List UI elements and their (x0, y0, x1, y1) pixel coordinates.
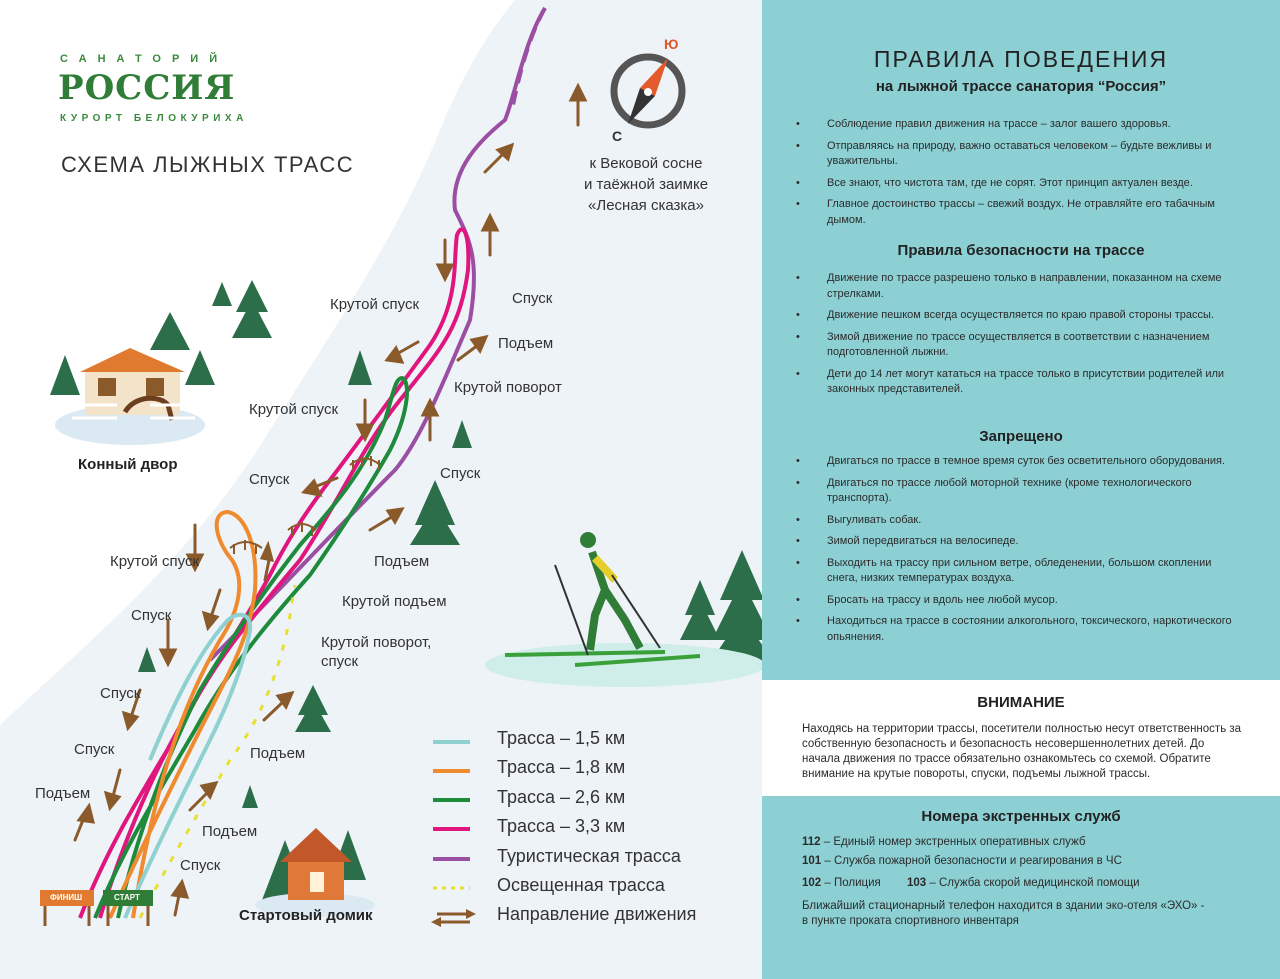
legend-label: Туристическая трасса (497, 845, 681, 866)
finish-sign: ФИНИШ (50, 893, 83, 902)
emergency-line (802, 855, 1122, 867)
start-house-label: Стартовый домик (239, 907, 373, 924)
destination-note (560, 153, 732, 216)
trail-label: Крутой спуск (110, 553, 200, 570)
rule-item: • Все знают, что чистота там, где не сорят. Этот принцип актуален везде. (796, 176, 1236, 192)
forbidden-rules-list (796, 454, 1236, 651)
stable-label: Конный двор (78, 456, 178, 473)
trail-label: Спуск (249, 471, 290, 488)
legend-label: Трасса – 2,6 км (497, 786, 626, 807)
trail-label: Спуск (100, 685, 141, 702)
legend-label: Трасса – 1,8 км (497, 757, 626, 778)
emergency-number: 101 (802, 855, 822, 867)
emergency-desc: – Служба скорой медицинской помощи (926, 877, 1140, 889)
trail-label: Спуск (74, 741, 115, 758)
destination-line: «Лесная сказка» (588, 197, 704, 214)
rules-subtitle: на лыжной трассе санатория “Россия” (875, 78, 1167, 95)
forbidden-title: Запрещено (979, 428, 1063, 445)
legend-label: Трасса – 3,3 км (497, 816, 626, 837)
legend-label: Направление движения (497, 904, 697, 925)
logo-brand: РОССИЯ (58, 68, 236, 108)
emergency-number: 102 (802, 877, 822, 889)
trail-label: Подъем (374, 553, 430, 570)
phone-note-line: Ближайший стационарный телефон находится в здании эко-отеля «ЭХО» - (802, 900, 1205, 912)
trail-label: Подъем (498, 335, 554, 352)
rule-item: • Соблюдение правил движения на трассе – залог вашего здоровья. (796, 117, 1236, 133)
emergency-number: 103 (907, 877, 927, 889)
emergency-title: Номера экстренных служб (921, 808, 1121, 825)
emergency-line (802, 836, 1085, 848)
attention-text: Находясь на территории трассы, посетители полностью несут ответственность за собственную безопасность и безопасность несовершеннолетних детей. До начала движения по трассе обязательно ознакомьтесь со схемой. Обратите внимание на крутые повороты, спуски, подъемы лыжной трассы. (802, 723, 1242, 780)
rule-item: • Бросать на трассу и вдоль нее любой мусор. (796, 593, 1236, 609)
destination-line: к Вековой сосне (589, 155, 703, 172)
trail-label: Крутой спуск (330, 296, 420, 313)
rule-item: • Зимой движение по трассе осуществляется в соответствии с назначением подготовленной лыжни. (796, 330, 1236, 361)
attention-title: ВНИМАНИЕ (977, 694, 1065, 711)
rules-title: ПРАВИЛА ПОВЕДЕНИЯ (873, 46, 1169, 72)
general-rules-list (796, 117, 1236, 234)
stable-illustration (55, 348, 205, 445)
trail-label: Крутой поворот, (321, 634, 432, 651)
phone-note-line: в пункте проката спортивного инвентаря (802, 915, 1019, 927)
emergency-line (907, 877, 1140, 889)
trail-label: Крутой подъем (342, 593, 447, 610)
rule-item: • Находиться на трассе в состоянии алкогольного, токсического, наркотического опьянения. (796, 614, 1236, 645)
rule-item: • Дети до 14 лет могут кататься на трассе только в присутствии родителей или законных представителей. (796, 367, 1236, 398)
compass-south-label: С (612, 128, 623, 144)
rule-item: • Выгуливать собак. (796, 513, 1236, 529)
trail-label: Спуск (180, 857, 221, 874)
trail-label: Подъем (250, 745, 306, 762)
map-title: СХЕМА ЛЫЖНЫХ ТРАСС (61, 152, 355, 177)
start-sign: СТАРТ (114, 893, 140, 902)
emergency-line (802, 877, 881, 889)
rule-item: • Зимой передвигаться на велосипеде. (796, 534, 1236, 550)
destination-line: и таёжной заимке (583, 176, 709, 193)
trail-label: Спуск (131, 607, 172, 624)
trail-label: Подъем (35, 785, 91, 802)
trail-label: Спуск (440, 465, 481, 482)
logo-bottom-text: КУРОРТ БЕЛОКУРИХА (60, 113, 248, 124)
rule-item: • Выходить на трассу при сильном ветре, обледенении, большом скоплении снега, низких температурах воздуха. (796, 556, 1236, 587)
trail-label: Спуск (512, 290, 553, 307)
safety-title: Правила безопасности на трассе (897, 242, 1145, 259)
emergency-desc: – Полиция (821, 877, 881, 889)
trail-label: Крутой поворот (454, 379, 562, 396)
legend-label: Освещенная трасса (497, 874, 665, 895)
rule-item: • Главное достоинство трассы – свежий воздух. Не отравляйте его табачным дымом. (796, 197, 1236, 228)
trail-label: Подъем (202, 823, 258, 840)
legend-label: Трасса – 1,5 км (497, 728, 626, 748)
rule-item: • Движение пешком всегда осуществляется по краю правой стороны трассы. (796, 308, 1236, 324)
safety-rules-list (796, 271, 1236, 404)
compass-north-label: Ю (664, 36, 679, 52)
rule-item: • Двигаться по трассе любой моторной технике (кроме технологического транспорта). (796, 476, 1236, 507)
logo-top-text: САНАТОРИЙ (60, 53, 229, 65)
emergency-number: 112 (802, 836, 821, 848)
trail-label: Крутой спуск (249, 401, 339, 418)
emergency-desc: – Служба пожарной безопасности и реагирования в ЧС (821, 855, 1122, 867)
trail-label: спуск (321, 653, 359, 670)
rule-item: • Отправляясь на природу, важно оставаться человеком – будьте вежливы и уважительны. (796, 139, 1236, 170)
rule-item: • Движение по трассе разрешено только в направлении, показанном на схеме стрелками. (796, 271, 1236, 302)
emergency-desc: – Единый номер экстренных оперативных служб (820, 836, 1086, 848)
rule-item: • Двигаться по трассе в темное время суток без осветительного оборудования. (796, 454, 1236, 470)
